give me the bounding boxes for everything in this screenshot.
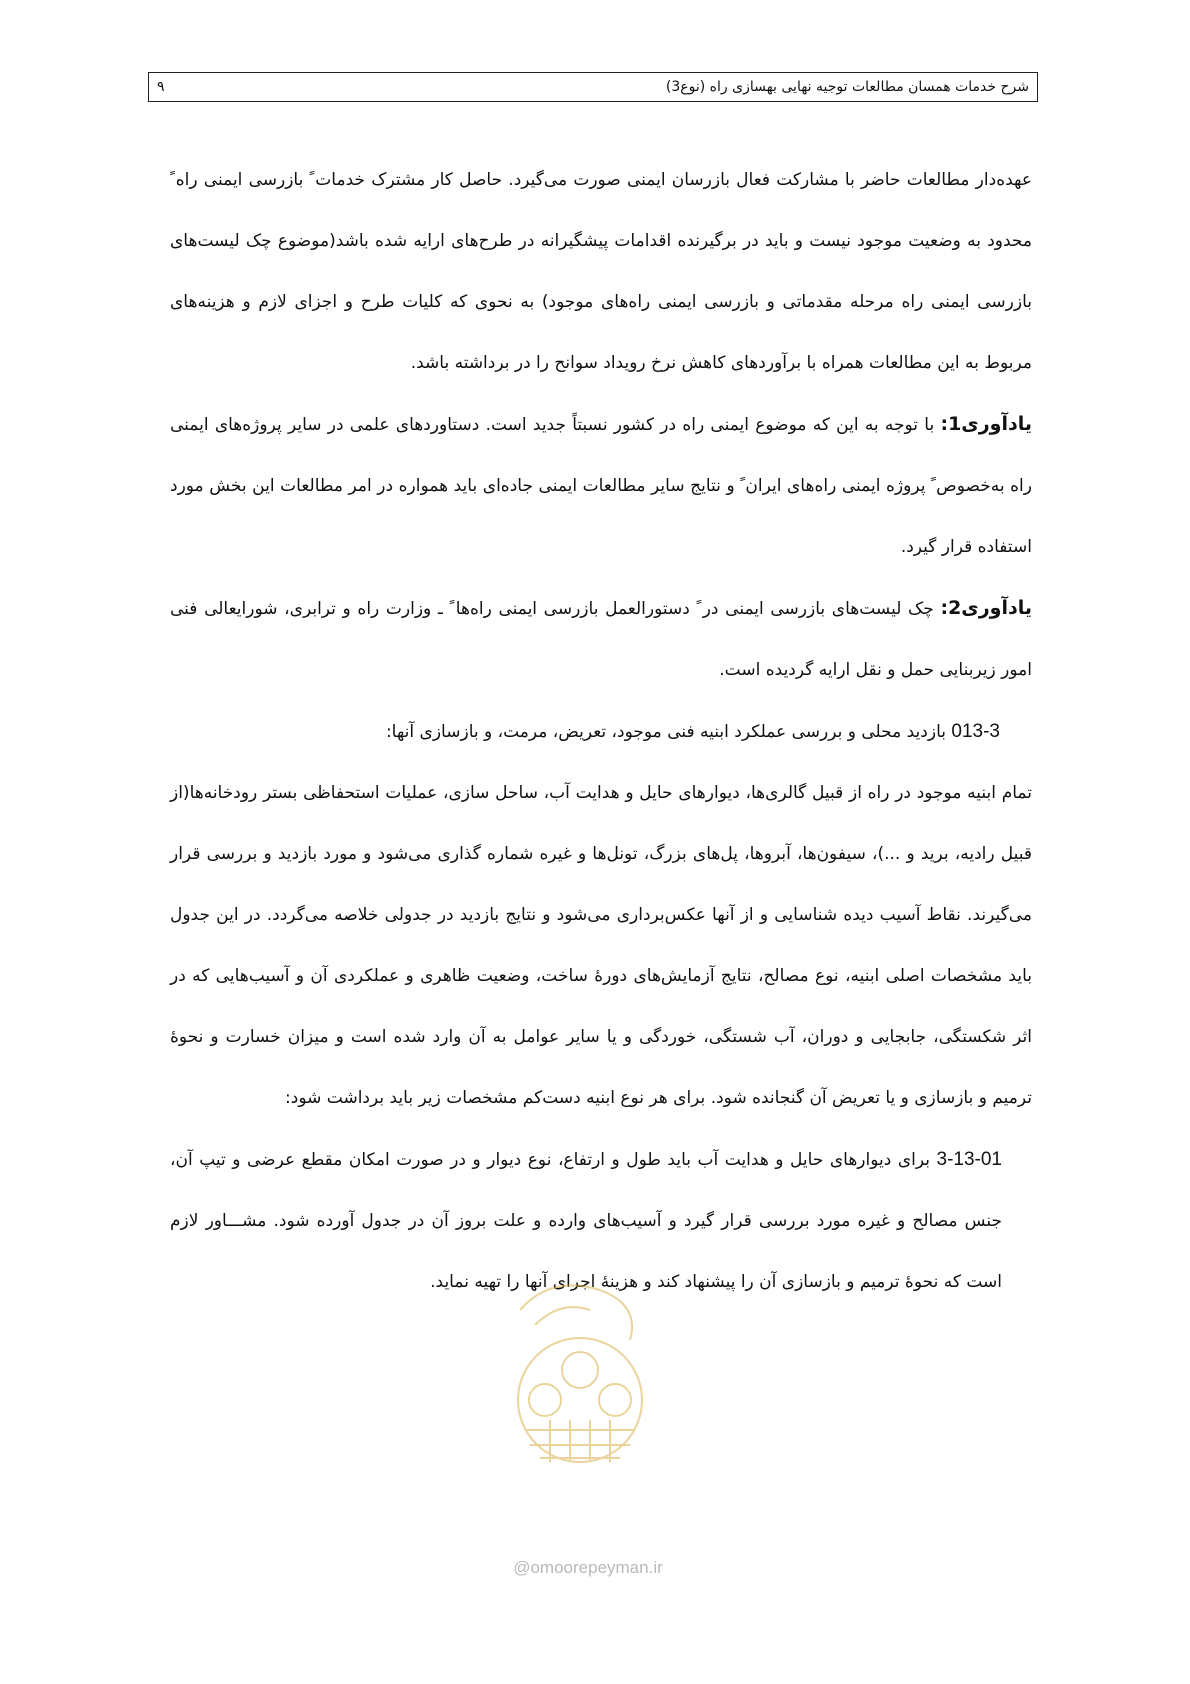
subsection-number: 3-13-01 bbox=[936, 1149, 1002, 1170]
paragraph-structures: تمام ابنیه موجود در راه از قبیل گالری‌ها، دیوارهای حایل و هدایت آب، ساحل سازی، عملیات استحفاظی بستر رودخانه‌ها(از قبیل رادیه، برید و ...)، سیفون‌ها، آبروها، پل‌های بزرگ، تونل‌ها و غیره شماره گذاری می‌شود و مورد بازدید و بررسی قرار می‌گیرند. نقاط آسیب دیده شناسایی و از آنها عکس‌برداری می‌شود و نتایج بازدید در جدولی خلاصه می‌گردد. در این جدول باید مشخصات اصلی ابنیه، نوع مصالح، نتایج آزمایش‌های دورهٔ ساخت، وضعیت ظاهری و عملکردی آن و آسیب‌هایی که در اثر شکستگی، جابجایی و دوران، آب شستگی، خوردگی و یا سایر عوامل به آن وارد شده است و میزان خسارت و نحوهٔ ترمیم و بازسازی و یا تعریض آن گنجانده شود. برای هر نوع ابنیه دست‌کم مشخصات زیر باید برداشت شود: bbox=[170, 783, 1032, 1108]
note-1-text: با توجه به این که موضوع ایمنی راه در کشور نسبتاً جدید است. دستاوردهای علمی در سایر پروژه‌های ایمنی راه به‌خصوص ً پروژه ایمنی راه‌های ایران ً و نتایج سایر مطالعات ایمنی جاده‌ای باید همواره در امر مطالعات این بخش مورد استفاده قرار گیرد. bbox=[170, 415, 1032, 557]
page-number: ۹ bbox=[157, 79, 165, 95]
note-2-label: یادآوری2: bbox=[940, 597, 1032, 619]
page-header bbox=[148, 72, 1038, 102]
paragraph-intro: عهده‌دار مطالعات حاضر با مشارکت فعال بازرسان ایمنی صورت می‌گیرد. حاصل کار مشترک خدمات ً بازرسی ایمنی راه ً محدود به وضعیت موجود نیست و باید در برگیرنده اقدامات پیشگیرانه در طرح‌های ارایه شده باشد(موضوع چک لیست‌های بازرسی ایمنی راه مرحله مقدماتی و بازرسی ایمنی راه‌های موجود) به نحوی که کلیات طرح و اجزای لازم و هزینه‌های مربوط به این مطالعات همراه با برآوردهای کاهش نرخ رویداد سوانح را در برداشته باشد. bbox=[170, 170, 1032, 373]
section-title: بازدید محلی و بررسی عملکرد ابنیه فنی موجود، تعریض، مرمت، و بازسازی آنها: bbox=[385, 722, 952, 742]
section-number: 013-3 bbox=[951, 721, 1000, 742]
note-2-text: چک لیست‌های بازرسی ایمنی در ً دستورالعمل بازرسی ایمنی راه‌ها ً ـ وزارت راه و ترابری، شورایعالی فنی امور زیربنایی حمل و نقل ارایه گردیده است. bbox=[170, 599, 1032, 680]
document-body bbox=[170, 150, 1032, 1313]
note-1-label: یادآوری1: bbox=[940, 413, 1032, 435]
note-1 bbox=[170, 394, 1032, 578]
section-heading bbox=[170, 701, 1032, 763]
header-title: شرح خدمات همسان مطالعات توجیه نهایی بهسازی راه (نوع3) bbox=[665, 79, 1029, 95]
watermark-logo bbox=[490, 1270, 670, 1490]
note-2 bbox=[170, 578, 1032, 701]
watermark-url: @omoorepeyman.ir bbox=[513, 1558, 663, 1577]
subsection-text: برای دیوارهای حایل و هدایت آب باید طول و ارتفاع، نوع دیوار و در صورت امکان مقطع عرضی و تیپ آن، جنس مصالح و غیره مورد بررسی قرار گیرد و آسیب‌های وارده و علت بروز آن در جدول آورده شود. مشـــاور لازم است که نحوهٔ ترمیم و بازسازی آن را پیشنهاد کند و هزینهٔ اجرای آنها را تهیه نماید. bbox=[170, 1150, 1002, 1292]
